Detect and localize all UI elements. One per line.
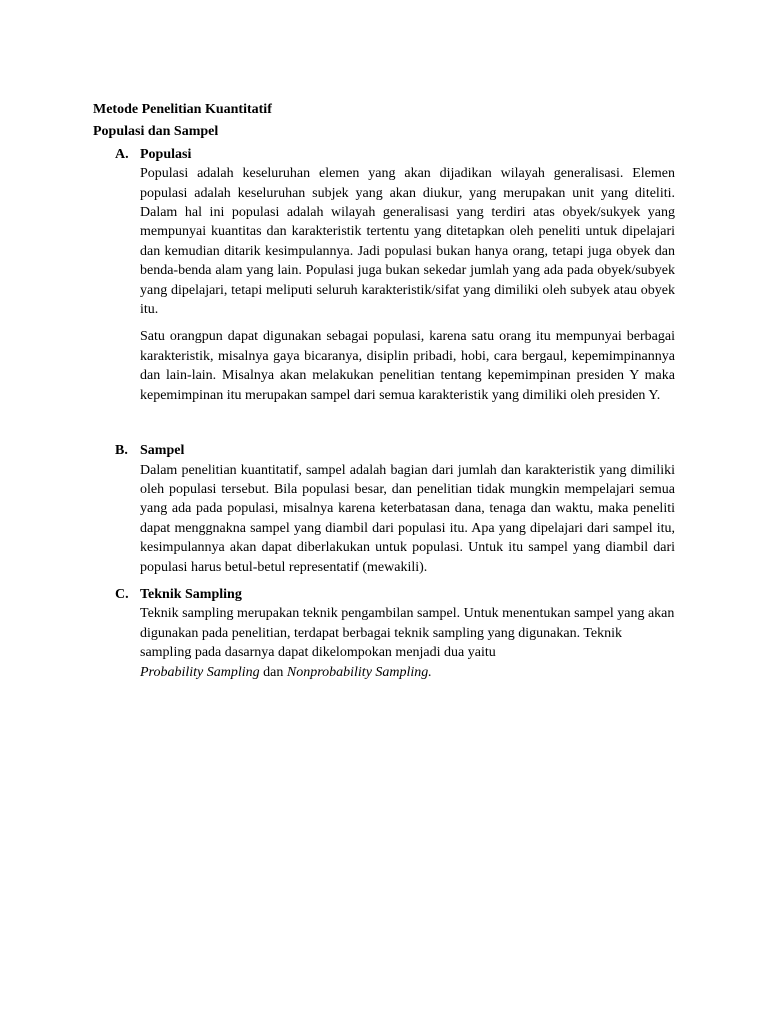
paragraph-lead-text: Teknik sampling merupakan teknik pengambilan sampel. Untuk menentukan sampel yang akan digunakan pada penelitian, terdapat berbagai teknik sampling yang digunakan. Teknik sampling pada dasarnya dapat dikelompokan menjadi dua yaitu	[140, 606, 675, 661]
connector-text: dan	[263, 664, 284, 680]
document-title: Metode Penelitian Kuantitatif	[93, 102, 272, 117]
document-page	[93, 100, 675, 682]
term-probability-sampling: Probability Sampling	[140, 664, 260, 680]
section-heading: Sampel	[140, 443, 185, 459]
section-populasi	[93, 145, 675, 405]
section-paragraph: Populasi adalah keseluruhan elemen yang akan dijadikan wilayah generalisasi. Elemen populasi adalah keseluruhan subjek yang akan diukur, yang merupakan unit yang diteliti. Dalam hal ini populasi adalah wilayah generalisasi yang terdiri atas obyek/sukyek yang mempunyai kuantitas dan karakteristik tertentu yang ditetapkan oleh peneliti untuk dipelajari dan kemudian ditarik kesimpulannya. Jadi populasi bukan hanya orang, tetapi juga obyek dan benda-benda alam yang lain. Populasi juga bukan sekedar jumlah yang ada pada obyek/subyek yang dipelajari, tetapi meliputi seluruh karakteristik/sifat yang dimiliki oleh subyek atau obyek itu.	[140, 166, 675, 318]
section-marker: B.	[115, 443, 128, 459]
section-marker: A.	[115, 146, 129, 162]
section-heading: Teknik Sampling	[140, 586, 242, 602]
section-paragraph	[140, 604, 675, 682]
section-paragraph: Dalam penelitian kuantitatif, sampel adalah bagian dari jumlah dan karakteristik yang dimiliki oleh populasi tersebut. Bila populasi besar, dan penelitian tidak mungkin mempelajari semua yang ada pada populasi, misalnya karena keterbatasan dana, tenaga dan waktu, maka peneliti dapat menggnakna sampel yang diambil dari populasi itu. Apa yang dipelajari dari sampel itu, kesimpulannya akan dapat diberlakukan untuk populasi. Untuk itu sampel yang diambil dari populasi harus betul-betul representatif (mewakili).	[140, 462, 675, 575]
section-paragraph: Satu orangpun dapat digunakan sebagai populasi, karena satu orang itu mempunyai berbagai karakteristik, misalnya gaya bicaranya, disiplin pribadi, hobi, cara bergaul, kepemimpinannya dan lain-lain. Misalnya akan melakukan penelitian tentang kepemimpinan presiden Y maka kepemimpinan itu merupakan sampel dari semua karakteristik yang dimiliki oleh presiden Y.	[140, 329, 675, 403]
document-subtitle: Populasi dan Sampel	[93, 124, 219, 140]
section-heading: Populasi	[140, 146, 192, 162]
term-nonprobability-sampling: Nonprobability Sampling.	[286, 664, 432, 680]
section-marker: C.	[115, 586, 129, 602]
section-teknik-sampling	[93, 585, 675, 682]
section-sampel	[93, 441, 675, 577]
